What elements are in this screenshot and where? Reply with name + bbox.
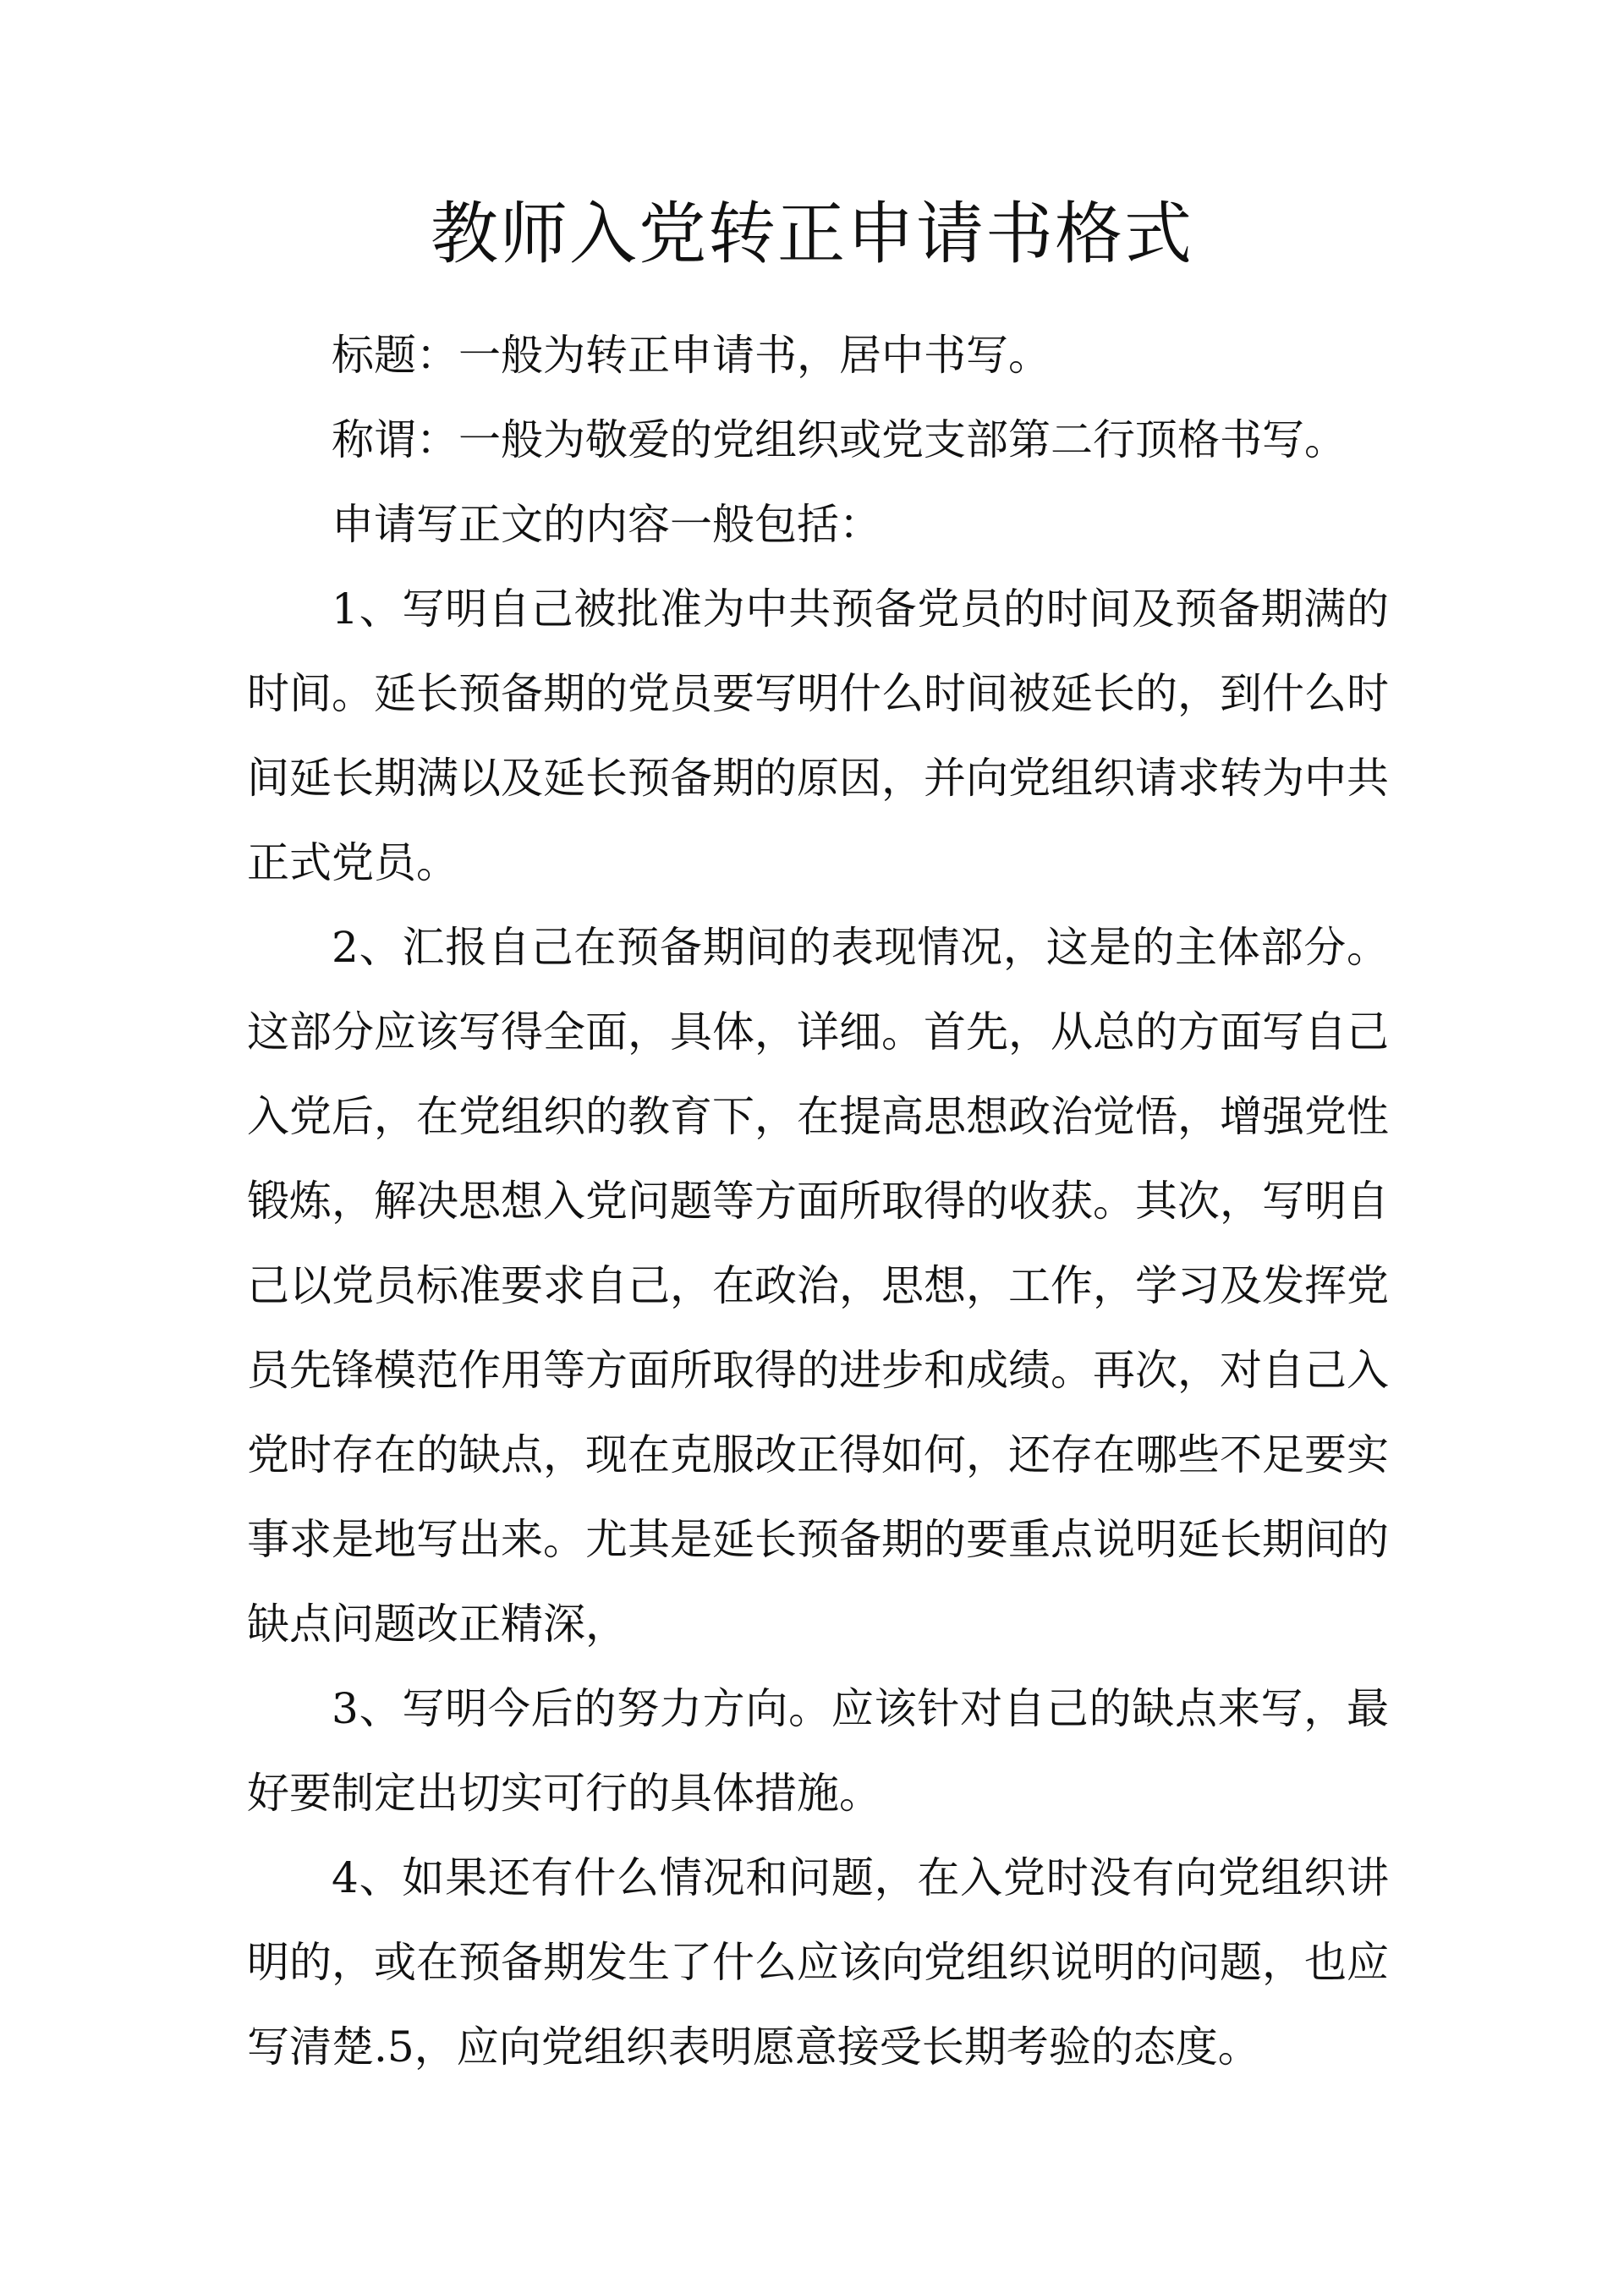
- paragraph-item-3: 3、写明今后的努力方向。应该针对自己的缺点来写，最好要制定出切实可行的具体措施。: [247, 1684, 1389, 1818]
- document-body: [247, 313, 1389, 2089]
- paragraph-title-format: 标题：一般为转正申请书，居中书写。: [332, 331, 1051, 380]
- document-title: 教师入党转正申请书格式: [431, 195, 1193, 273]
- paragraph-item-2: 2、汇报自己在预备期间的表现情况，这是的主体部分。这部分应该写得全面，具体，详细。首先，从总的方面写自己入党后，在党组织的教育下，在提高思想政治觉悟，增强党性锻炼，解决思想入党问题等方面所取得的收获。其次，写明自己以党员标准要求自己，在政治，思想，工作，学习及发挥党员先锋模范作用等方面所取得的进步和成绩。再次，对自己入党时存在的缺点，现在克服改正得如何，还存在哪些不足要实事求是地写出来。尤其是延长预备期的要重点说明延长期间的缺点问题改正精深，: [247, 923, 1389, 1649]
- paragraph-item-1: 1、写明自己被批准为中共预备党员的时间及预备期满的时间。延长预备期的党员要写明什么时间被延长的，到什么时间延长期满以及延长预备期的原因，并向党组织请求转为中共正式党员。: [247, 584, 1389, 887]
- paragraph-body-intro: 申请写正文的内容一般包括：: [332, 500, 881, 549]
- paragraph-item-4: 4、如果还有什么情况和问题，在入党时没有向党组织讲明的，或在预备期发生了什么应该向党组织说明的问题，也应写清楚.5，应向党组织表明愿意接受长期考验的态度。: [247, 1853, 1389, 2072]
- paragraph-salutation: 称谓：一般为敬爱的党组织或党支部第二行顶格书写。: [332, 415, 1347, 464]
